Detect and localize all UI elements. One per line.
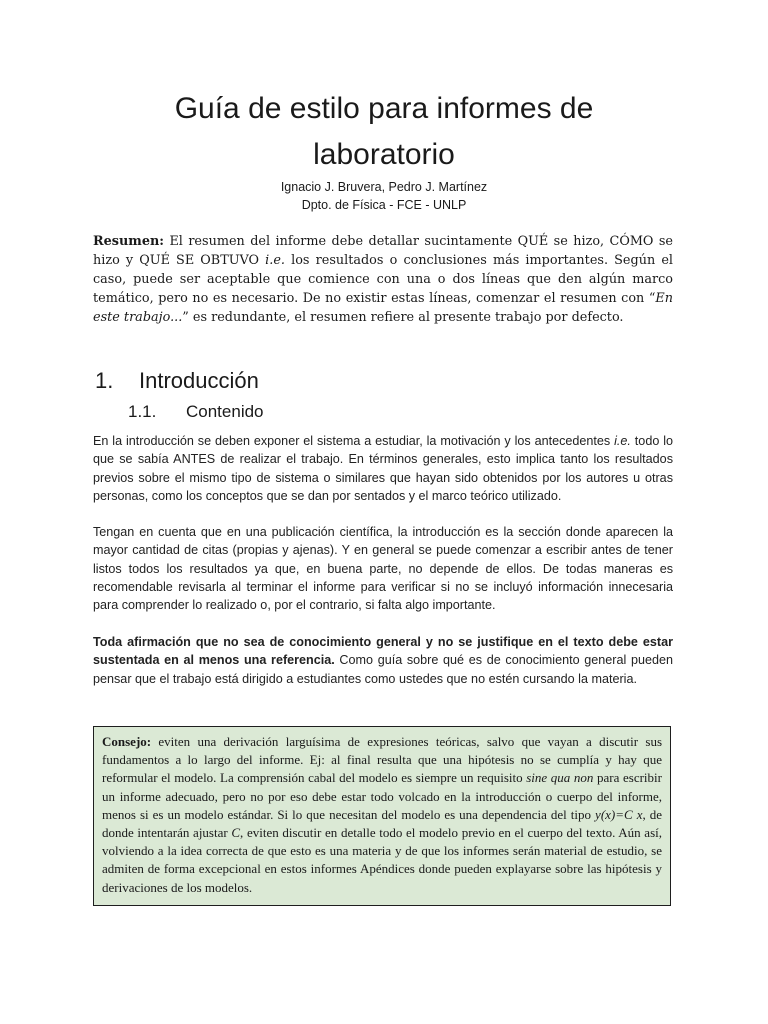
subsection-heading-contenido: [128, 400, 264, 424]
tip-text-a: eviten una derivación larguísima de expresiones teóricas, salvo que vayan a discutir sus fundamentos a lo largo del informe. Ej: al final resulta que una hipótesis no se cumplía y hay que reformular el modelo. La comprensión cabal del modelo es siempre un requisito: [102, 734, 662, 786]
abstract: [93, 232, 673, 327]
paragraph-intro-1: [93, 432, 673, 505]
tip-text-d: , eviten discutir en detalle todo el modelo previo en el cuerpo del texto. Aún así, volviendo a la idea correcta de que esto es una materia y de que los informes serán material de estudio, se admiten de forma excepcional en estos informes Apéndices donde pueden explayarse sobre las hipótesis y derivaciones de los modelos.: [102, 825, 662, 895]
abstract-label: Resumen:: [93, 234, 164, 249]
section-number: 1.: [95, 368, 114, 393]
tip-label: Consejo:: [102, 734, 152, 749]
author-block: [60, 178, 708, 214]
paragraph3-bold: Toda afirmación que no sea de conocimiento general y no se justifique en el texto debe estar sustentada en al menos una referencia.: [93, 635, 673, 668]
abstract-ie: i.e.: [265, 253, 285, 268]
tip-box: [93, 726, 671, 906]
document-title: [60, 86, 708, 178]
tip-formula: y(x)=C x: [595, 806, 643, 822]
paragraph1-ie: i.e.: [614, 434, 631, 448]
subsection-title: Contenido: [186, 402, 264, 421]
title-line-1: Guía de estilo para informes de: [174, 92, 594, 125]
title-line-2: laboratorio: [313, 138, 455, 171]
section-title: Introducción: [139, 368, 259, 393]
paragraph-intro-3: [93, 633, 673, 688]
abstract-text-c: ” es redundante, el resumen refiere al presente trabajo por defecto.: [182, 310, 624, 325]
subsection-number: 1.1.: [128, 402, 157, 421]
author-names: Ignacio J. Bruvera, Pedro J. Martínez: [280, 180, 488, 194]
tip-sine-qua-non: sine qua non: [526, 770, 594, 786]
section-heading-introduccion: [95, 366, 259, 396]
abstract-text-a: El resumen del informe debe detallar sucintamente QUÉ se hizo, CÓMO se hizo y QUÉ SE OBTUVO: [93, 234, 673, 268]
abstract-text-b: los resultados o conclusiones más importantes. Según el caso, puede ser aceptable que comience con una o dos líneas que den algún marco temático, pero no es necesario. De no existir estas líneas, comenzar el resumen con “: [93, 253, 673, 306]
tip-text-b: para escribir un informe adecuado, pero no por eso debe estar todo volcado en la introducción o cuerpo del informe, menos si es un modelo estándar. Si lo que necesitan del modelo es una dependencia del tipo: [102, 770, 662, 822]
paragraph-intro-2: Tengan en cuenta que en una publicación científica, la introducción es la sección donde aparecen la mayor cantidad de citas (propias y ajenas). Y en general se puede comenzar a escribir antes de tener listos todos los resultados ya que, en buena parte, no depende de ellos. De todas maneras es recomendable revisarla al terminar el informe para verificar si no se incluyó información innecesaria para comprender lo realizado o, por el contrario, si falta algo importante.: [93, 525, 673, 613]
tip-text-c: , de donde intentarán ajustar: [102, 806, 662, 841]
abstract-quote: En este trabajo...: [93, 291, 673, 325]
paragraph3-text: Como guía sobre qué es de conocimiento general pueden pensar que el trabajo está dirigido a estudiantes como ustedes que no estén cursando la materia.: [93, 653, 673, 686]
author-affiliation: Dpto. de Física - FCE - UNLP: [301, 198, 467, 212]
tip-var-c: C: [231, 825, 241, 841]
paragraph1-text-a: En la introducción se deben exponer el sistema a estudiar, la motivación y los antecedentes: [93, 434, 615, 448]
paragraph1-text-b: todo lo que se sabía ANTES de realizar el trabajo. En términos generales, esto implica tanto los resultados previos sobre el mismo tipo de sistema o similares que hayan sido obtenidos por los autores u otras personas, como los conceptos que se dan por sentados y el marco teórico utilizado.: [93, 434, 674, 503]
